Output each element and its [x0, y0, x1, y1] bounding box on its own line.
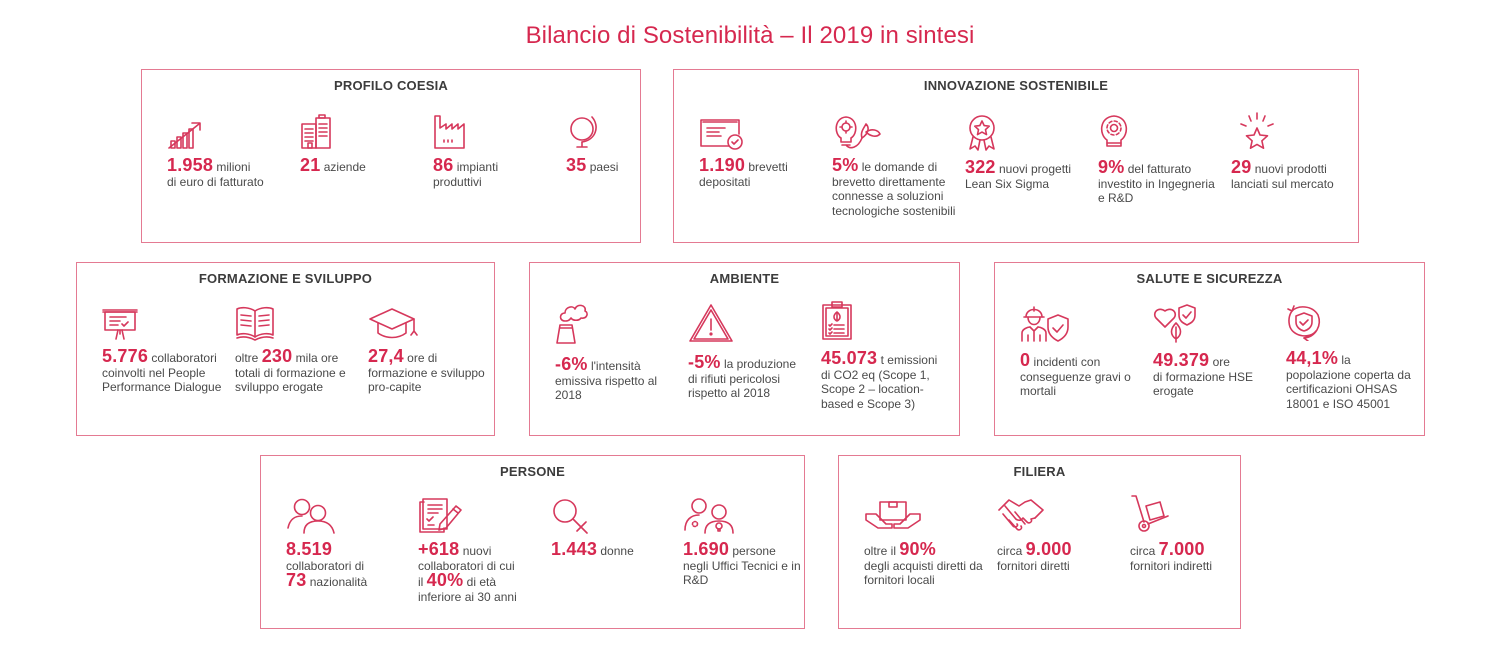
panel-filiera [838, 455, 1241, 629]
hands-box-icon [864, 500, 922, 530]
page-title: Bilancio di Sostenibilità – Il 2019 in sintesi [525, 22, 975, 49]
stat-value: 35 [566, 155, 587, 175]
stat-impianti: 86 impianti produttivi [433, 114, 543, 189]
stat-value: 86 [433, 155, 454, 175]
smokestack-icon [555, 299, 591, 345]
stat-value: 29 [1231, 157, 1252, 177]
hand-truck-icon [1130, 494, 1170, 534]
stat-domande-brevetto: 5% le domande di brevetto direttamente connesse a soluzioni tecnologiche sostenibili [832, 114, 957, 218]
stat-donne: 1.443 donne [551, 498, 676, 559]
factory-icon [433, 114, 469, 150]
award-icon [965, 114, 999, 152]
presentation-board-icon [102, 307, 138, 341]
stat-value: 27,4 [368, 346, 404, 366]
stat-value: 9.000 [1025, 539, 1072, 559]
stat-value: 90% [899, 539, 936, 559]
globe-icon [566, 114, 602, 150]
people-icon [286, 498, 336, 534]
stat-value: 322 [965, 157, 996, 177]
stat-value: 21 [300, 155, 321, 175]
stat-ore-hse: 49.379 ore di formazione HSE erogate [1153, 303, 1278, 399]
growth-chart-icon [167, 116, 203, 150]
stat-value: 45.073 [821, 348, 878, 368]
worker-shield-icon [1020, 303, 1072, 343]
stat-value: 9% [1098, 157, 1125, 177]
panel-title: INNOVAZIONE SOSTENIBILE [923, 78, 1109, 93]
heart-leaf-shield-icon [1153, 303, 1199, 343]
stat-lean-six-sigma: 322 nuovi progetti Lean Six Sigma [965, 114, 1090, 191]
stat-value: -5% [688, 352, 721, 372]
stat-value: 44,1% [1286, 348, 1339, 368]
stat-acquisti-locali: oltre il 90% degli acquisti diretti da fornitori locali [864, 500, 994, 588]
panel-innovazione-sostenibile [673, 69, 1359, 243]
stat-investimento-rd: 9% del fatturato investito in Ingegneria e R&D [1098, 114, 1223, 206]
stat-aziende: 21 aziende [300, 114, 400, 175]
stat-paesi: 35 paesi [566, 114, 636, 175]
gear-bulb-icon [1098, 114, 1130, 152]
star-icon [1231, 112, 1283, 152]
graduation-cap-icon [368, 307, 418, 341]
panel-title: SALUTE E SICUREZZA [1136, 271, 1283, 286]
stat-value: -6% [555, 354, 588, 374]
buildings-icon [300, 114, 332, 150]
stat-collaboratori-ppd: 5.776 collaboratori coinvolti nel People Performance Dialogue [102, 307, 227, 395]
stat-certificazioni: 44,1% la popolazione coperta da certificazioni OHSAS 18001 e ISO 45001 [1286, 303, 1421, 411]
stat-value: 73 [286, 570, 307, 590]
stat-fatturato: 1.958 milioni di euro di fatturato [167, 116, 297, 189]
stat-nuovi-collaboratori: +618 nuovi collaboratori di cui il 40% di età inferiore ai 30 anni [418, 498, 543, 604]
stat-ore-procapite: 27,4 ore di formazione e sviluppo pro-capite [368, 307, 488, 395]
panel-title: FILIERA [1013, 464, 1066, 479]
panel-title: FORMAZIONE E SVILUPPO [198, 271, 373, 286]
people-tech-icon [683, 498, 735, 534]
stat-intensita-emissiva: -6% l'intensità emissiva rispetto al 2018 [555, 299, 680, 403]
panel-ambiente [529, 262, 960, 436]
stat-value: 0 [1020, 350, 1031, 370]
document-pencil-icon [418, 498, 464, 534]
shield-refresh-icon [1286, 303, 1322, 341]
stat-value: 8.519 [286, 539, 333, 559]
stat-value: 5% [832, 155, 859, 175]
stat-collaboratori: 8.519 collaboratori di 73 nazionalità [286, 498, 411, 590]
panel-formazione-sviluppo [76, 262, 495, 436]
certificate-icon [699, 118, 745, 150]
stat-value: 230 [261, 346, 293, 366]
panel-profilo-coesia [141, 69, 641, 243]
panel-persone [260, 455, 805, 629]
stat-value: 5.776 [102, 346, 149, 366]
panel-title: AMBIENTE [709, 271, 780, 286]
panel-title: PERSONE [500, 464, 565, 479]
clipboard-leaf-icon [821, 301, 853, 341]
stat-value: 49.379 [1153, 350, 1210, 370]
stat-brevetti: 1.190 brevetti depositati [699, 118, 809, 189]
handshake-icon [997, 496, 1045, 532]
stat-incidenti: 0 incidenti con conseguenze gravi o mortali [1020, 303, 1145, 399]
stat-value: 40% [426, 570, 464, 590]
stat-value: 7.000 [1158, 539, 1205, 559]
eco-bulb-icon [832, 114, 884, 150]
panel-salute-sicurezza [994, 262, 1425, 436]
stat-rifiuti-pericolosi: -5% la produzione di rifiuti pericolosi rispetto al 2018 [688, 303, 813, 401]
stat-fornitori-diretti: circa 9.000 fornitori diretti [997, 496, 1122, 573]
stat-value: 1.690 [683, 539, 730, 559]
stat-fornitori-indiretti: circa 7.000 fornitori indiretti [1130, 494, 1240, 573]
stat-ore-formazione: oltre 230 mila ore totali di formazione e sviluppo erogate [235, 305, 360, 395]
panel-title: PROFILO COESIA [333, 78, 449, 93]
stat-value: 1.958 [167, 155, 214, 175]
stat-nuovi-prodotti: 29 nuovi prodotti lanciati sul mercato [1231, 112, 1351, 191]
stat-uffici-tecnici: 1.690 persone negli Uffici Tecnici e in R&D [683, 498, 803, 588]
stat-value: +618 [418, 539, 460, 559]
warning-icon [688, 303, 734, 343]
stat-emissioni-co2: 45.073 t emissioni di CO2 eq (Scope 1, Scope 2 – location-based e Scope 3) [821, 301, 956, 411]
stat-value: 1.443 [551, 539, 598, 559]
female-symbol-icon [551, 498, 591, 534]
open-book-icon [235, 305, 275, 341]
stat-value: 1.190 [699, 155, 746, 175]
